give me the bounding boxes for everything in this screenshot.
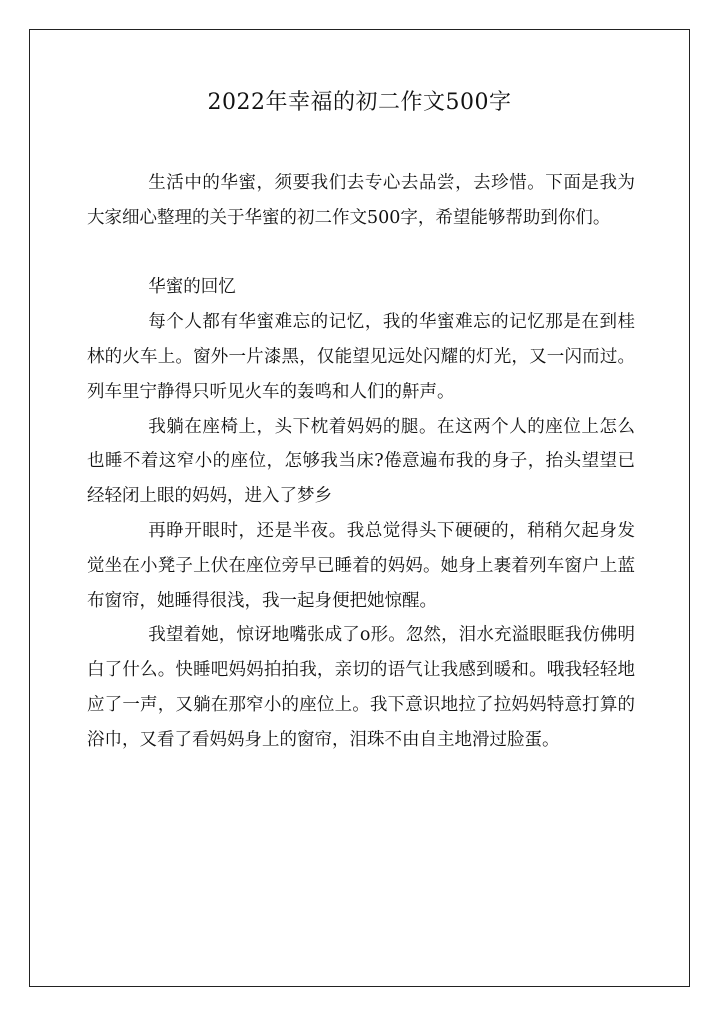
section-heading: 华蜜的回忆 xyxy=(148,277,236,298)
body-paragraph-2: 我躺在座椅上，头下枕着妈妈的腿。在这两个人的座位上怎么也睡不着这窄小的座位，怎够我当床?倦意遍布我的身子，抬头望望已经轻闭上眼的妈妈，进入了梦乡 xyxy=(87,416,635,507)
body-paragraph-4: 我望着她，惊讶地嘴张成了o形。忽然，泪水充溢眼眶我仿佛明白了什么。快睡吧妈妈拍拍我，亲切的语气让我感到暖和。哦我轻轻地应了一声，又躺在那窄小的座位上。我下意识地拉了拉妈妈特意打算的浴巾，又看了看妈妈身上的窗帘，泪珠不由自主地滑过脸蛋。 xyxy=(87,625,635,750)
body-paragraph-1: 每个人都有华蜜难忘的记忆，我的华蜜难忘的记忆那是在到桂林的火车上。窗外一片漆黑，仅能望见远处闪耀的灯光，又一闪而过。列车里宁静得只听见火车的轰鸣和人们的鼾声。 xyxy=(87,312,635,402)
document-body xyxy=(87,166,635,758)
body-paragraph-3: 再睁开眼时，还是半夜。我总觉得头下硬硬的，稍稍欠起身发觉坐在小凳子上伏在座位旁早已睡着的妈妈。她身上裹着列车窗户上蓝布窗帘，她睡得很浅，我一起身便把她惊醒。 xyxy=(87,520,635,611)
paragraph-gap xyxy=(87,236,635,271)
document-title: 2022年幸福的初二作文500字 xyxy=(207,90,512,115)
intro-paragraph: 生活中的华蜜，须要我们去专心去品尝，去珍惜。下面是我为大家细心整理的关于华蜜的初二作文500字，希望能够帮助到你们。 xyxy=(87,173,635,228)
